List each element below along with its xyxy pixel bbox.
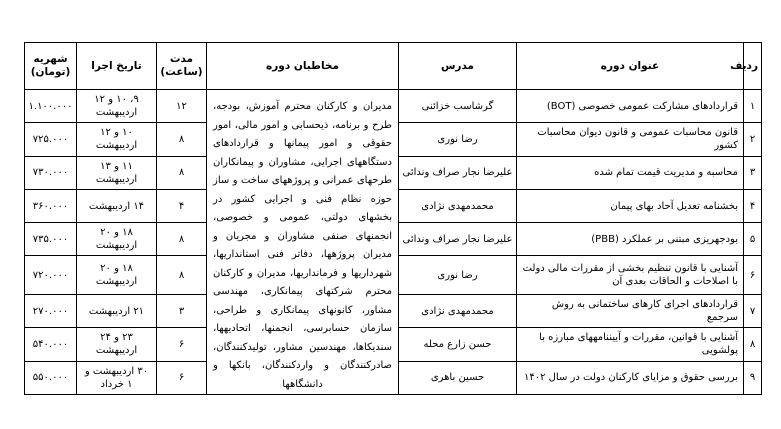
run-date: ۱۴ اردیبهشت bbox=[77, 189, 157, 222]
duration-hours: ۱۲ bbox=[157, 90, 207, 123]
teacher-name: علیرضا نجار صراف وندائی bbox=[399, 156, 517, 189]
run-date: ۹، ۱۰ و ۱۲ اردیبهشت bbox=[77, 90, 157, 123]
teacher-name: محمدمهدی نژادی bbox=[399, 189, 517, 222]
header-fee: شهریه (تومان) bbox=[25, 43, 77, 90]
run-date: ۱۸ و ۲۰ اردیبهشت bbox=[77, 223, 157, 256]
course-title: بخشنامه تعدیل آحاد بهای پیمان bbox=[517, 189, 744, 222]
duration-hours: ۸ bbox=[157, 156, 207, 189]
course-title: قراردادهای اجرای کارهای ساختمانی به روش سرجمع bbox=[517, 294, 744, 327]
row-number: ۹ bbox=[744, 361, 762, 394]
tuition-fee: ۷۲۵.۰۰۰ bbox=[25, 123, 77, 156]
duration-hours: ۸ bbox=[157, 123, 207, 156]
course-title: آشنایی با قوانین، مقررات و آییننامههای مبارزه با پولشویی bbox=[517, 328, 744, 361]
teacher-name: رضا نوری bbox=[399, 256, 517, 295]
row-number: ۲ bbox=[744, 123, 762, 156]
course-title: محاسبه و مدیریت قیمت تمام شده bbox=[517, 156, 744, 189]
course-title: قراردادهای مشارکت عمومی خصوصی (BOT) bbox=[517, 90, 744, 123]
run-date: ۲۳ و ۲۴ اردیبهشت bbox=[77, 328, 157, 361]
teacher-name: حسین باهری bbox=[399, 361, 517, 394]
teacher-name: علیرضا نجار صراف وندائی bbox=[399, 223, 517, 256]
course-title: آشنایی با قانون تنظیم بخشی از مقررات مالی دولت با اصلاحات و الحاقات بعدی آن bbox=[517, 256, 744, 295]
teacher-name: گرشاسب خزائنی bbox=[399, 90, 517, 123]
course-title: قانون محاسبات عمومی و قانون دیوان محاسبات کشور bbox=[517, 123, 744, 156]
row-number: ۷ bbox=[744, 294, 762, 327]
run-date: ۲۱ اردیبهشت bbox=[77, 294, 157, 327]
row-number: ۸ bbox=[744, 328, 762, 361]
teacher-name: محمدمهدی نژادی bbox=[399, 294, 517, 327]
course-title: بررسی حقوق و مزایای کارکنان دولت در سال ۱۴۰۲ bbox=[517, 361, 744, 394]
duration-hours: ۶ bbox=[157, 328, 207, 361]
run-date: ۱۱ و ۱۳ اردیبهشت bbox=[77, 156, 157, 189]
header-teacher: مدرس bbox=[399, 43, 517, 90]
duration-hours: ۸ bbox=[157, 223, 207, 256]
tuition-fee: ۵۴۰.۰۰۰ bbox=[25, 328, 77, 361]
row-number: ۳ bbox=[744, 156, 762, 189]
header-row-number: ردیف bbox=[744, 43, 762, 90]
tuition-fee: ۳۶۰.۰۰۰ bbox=[25, 189, 77, 222]
run-date: ۱۸ و ۲۰ اردیبهشت bbox=[77, 256, 157, 295]
tuition-fee: ۷۳۵.۰۰۰ bbox=[25, 223, 77, 256]
header-date: تاریخ اجرا bbox=[77, 43, 157, 90]
row-number: ۴ bbox=[744, 189, 762, 222]
run-date: ۳۰ اردیبهشت و ۱ خرداد bbox=[77, 361, 157, 394]
table-row bbox=[25, 90, 762, 123]
header-course-title: عنوان دوره bbox=[517, 43, 744, 90]
tuition-fee: ۵۵۰.۰۰۰ bbox=[25, 361, 77, 394]
row-number: ۵ bbox=[744, 223, 762, 256]
run-date: ۱۰ و ۱۲ اردیبهشت bbox=[77, 123, 157, 156]
audience-description: مدیران و کارکنان محترم آموزش، بودجه، طرح و برنامه، ذیحسابی و امور مالی، امور حقوقی و امور پیمانها و قراردادهای دستگاههای اجرایی، مشاوران و پیمانکاران طرحهای عمرانی و پروژههای ساخت و ساز حوزه نظام فنی و اجرایی کشور در بخشهای دولتی، عمومی و خصوصی، انجمنهای صنفی مشاوران و مجریان و مدیران پروژهها، دفاتر فنی استانداریها، شهرداریها و فرمانداریها، مدیران و کارکنان محترم شرکتهای پیمانکاری، مهندسی مشاور، کانونهای پیمانکاری و طراحی، سازمان حسابرسی، انجمنها، اتحادیهها، سندیکاها، مهندسین مشاور، تولیدکنندگان، صادرکنندگان و واردکنندگان، بانکها و دانشگاهها bbox=[207, 90, 399, 395]
row-number: ۱ bbox=[744, 90, 762, 123]
teacher-name: رضا نوری bbox=[399, 123, 517, 156]
duration-hours: ۳ bbox=[157, 294, 207, 327]
teacher-name: حسن زارع محله bbox=[399, 328, 517, 361]
course-schedule-table bbox=[24, 42, 762, 395]
header-row bbox=[25, 43, 762, 90]
duration-hours: ۸ bbox=[157, 256, 207, 295]
row-number: ۶ bbox=[744, 256, 762, 295]
tuition-fee: ۷۳۰.۰۰۰ bbox=[25, 156, 77, 189]
header-audience: مخاطبان دوره bbox=[207, 43, 399, 90]
course-title: بودجهریزی مبتنی بر عملکرد (PBB) bbox=[517, 223, 744, 256]
header-duration: مدت (ساعت) bbox=[157, 43, 207, 90]
tuition-fee: ۲۷۰.۰۰۰ bbox=[25, 294, 77, 327]
tuition-fee: ۷۲۰.۰۰۰ bbox=[25, 256, 77, 295]
duration-hours: ۶ bbox=[157, 361, 207, 394]
duration-hours: ۴ bbox=[157, 189, 207, 222]
tuition-fee: ۱.۱۰۰.۰۰۰ bbox=[25, 90, 77, 123]
